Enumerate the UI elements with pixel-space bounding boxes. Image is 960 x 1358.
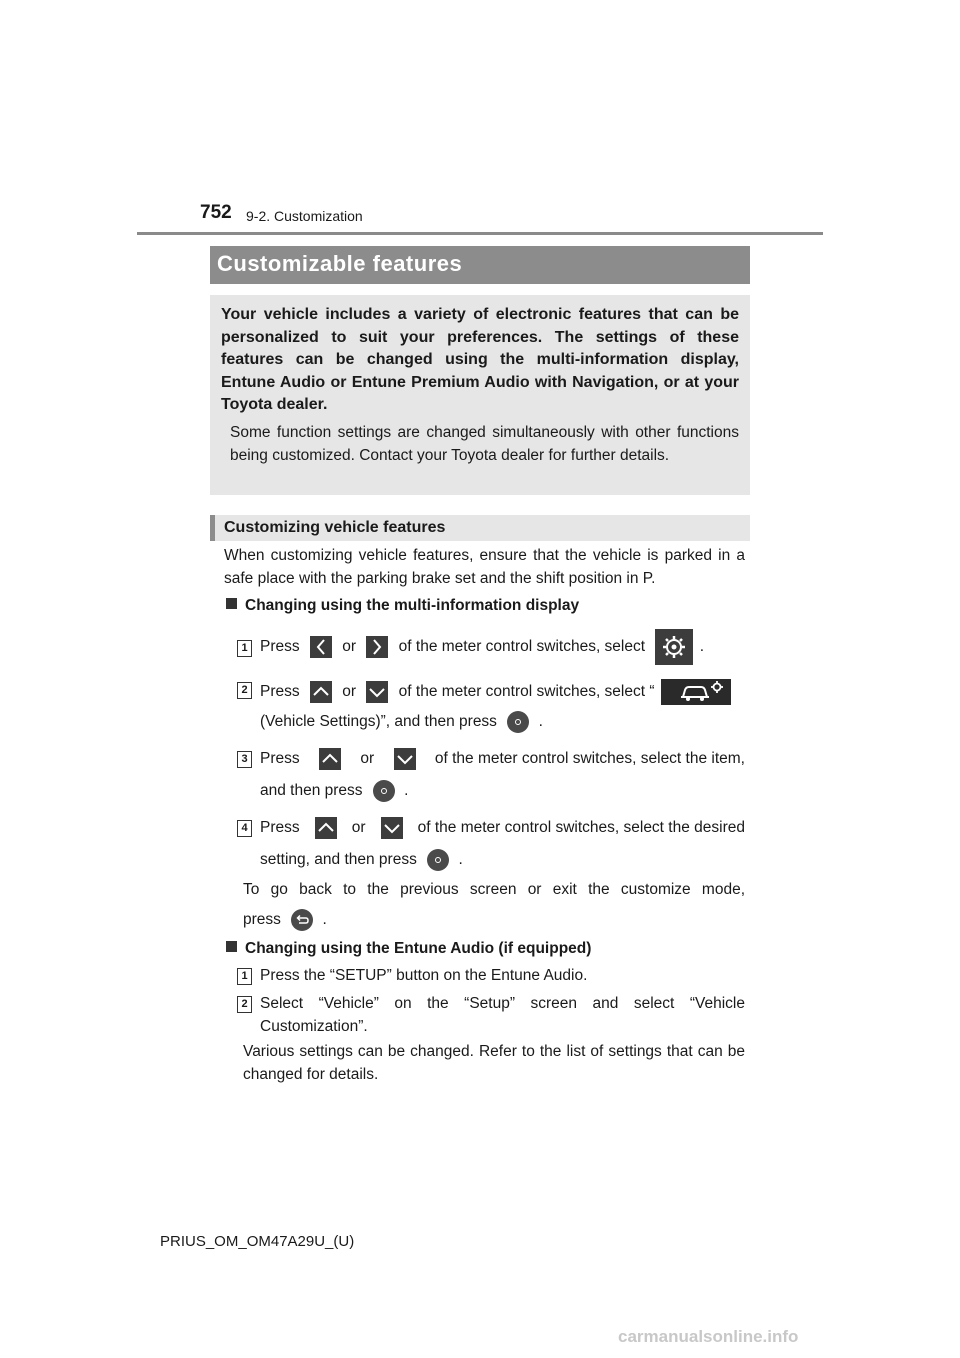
intro-text: Your vehicle includes a variety of electronic features that can be personalized to suit your preferences. The settings of these features can be changed using the multi-information display, Entune Audio or Entune Premium Audio with Navigation, or at your Toyota dealer.	[221, 306, 739, 413]
audio-step-1: Press the “SETUP” button on the Entune Audio.	[260, 967, 588, 984]
step-text: of the meter control switches, select the desired	[417, 819, 745, 836]
bullet-square-icon	[226, 941, 237, 952]
step-text: press	[243, 911, 281, 929]
step-text: or	[342, 683, 357, 701]
step-text: of the meter control switches, select	[398, 638, 646, 655]
gear-icon	[655, 629, 693, 665]
step-text: setting, and then press	[260, 851, 417, 869]
safety-paragraph: When customizing vehicle features, ensure that the vehicle is parked in a safe place with the parking brake set and the shift position in P.	[224, 547, 745, 587]
step-text: Press	[260, 819, 300, 836]
step-text: of the meter control switches, select “	[398, 683, 655, 701]
enter-button-icon	[373, 780, 395, 802]
subheading: Customizing vehicle features	[224, 519, 446, 536]
intro-box	[210, 295, 750, 495]
step-text: .	[322, 911, 327, 929]
back-note: To go back to the previous screen or exit the customize mode,	[243, 881, 745, 898]
chevron-left-icon	[310, 636, 332, 658]
bullet-square-icon	[226, 598, 237, 609]
chevron-up-icon	[319, 748, 341, 770]
page-title: Customizable features	[217, 251, 463, 276]
step-text: or	[342, 638, 357, 655]
chevron-down-icon	[381, 817, 403, 839]
watermark: carmanualsonline.info	[618, 1327, 799, 1346]
step-number: 4	[237, 820, 252, 837]
step-text: or	[351, 819, 366, 836]
section-heading-audio-text: Changing using the Entune Audio (if equipped)	[245, 940, 592, 957]
car-settings-icon	[661, 679, 731, 705]
step-text: and then press	[260, 782, 363, 800]
step-text: .	[458, 851, 463, 869]
step-text: (Vehicle Settings)”, and then press	[260, 713, 497, 731]
step-number: 2	[237, 996, 252, 1013]
chevron-down-icon	[366, 681, 388, 703]
step-text: Press	[260, 638, 300, 655]
audio-step-2: Select “Vehicle” on the “Setup” screen and select “Vehicle Customization”.	[260, 995, 745, 1035]
step-text: of the meter control switches, select the item,	[434, 750, 745, 767]
step-3-line-2	[260, 780, 408, 802]
chevron-up-icon	[315, 817, 337, 839]
page-number: 752	[200, 202, 232, 223]
step-text: .	[699, 638, 704, 655]
step-text: .	[404, 782, 409, 800]
enter-button-icon	[427, 849, 449, 871]
step-2-line-2	[260, 711, 543, 733]
chevron-down-icon	[394, 748, 416, 770]
step-2	[260, 679, 731, 705]
enter-button-icon	[507, 711, 529, 733]
chevron-up-icon	[310, 681, 332, 703]
section-heading-mid-text: Changing using the multi-information display	[245, 597, 580, 614]
section-heading-mid	[226, 597, 579, 615]
step-3	[260, 748, 745, 770]
section-reference: 9-2. Customization	[246, 208, 363, 224]
step-4-line-2	[260, 849, 463, 871]
section-heading-audio	[226, 940, 591, 958]
header-rule	[137, 232, 823, 235]
document-code: PRIUS_OM_OM47A29U_(U)	[160, 1233, 355, 1250]
title-bar	[210, 246, 750, 284]
step-text: or	[360, 750, 375, 767]
chevron-right-icon	[366, 636, 388, 658]
step-text: .	[538, 713, 543, 731]
step-number: 1	[237, 968, 252, 985]
step-number: 1	[237, 640, 252, 657]
back-icon	[291, 909, 313, 931]
step-number: 3	[237, 751, 252, 768]
step-4	[260, 817, 745, 839]
back-note-line-2	[243, 909, 327, 931]
audio-note: Various settings can be changed. Refer to the list of settings that can be changed for details.	[243, 1043, 745, 1083]
step-text: Press	[260, 750, 300, 767]
step-1	[260, 628, 704, 666]
step-text: Press	[260, 683, 300, 701]
intro-note: Some function settings are changed simultaneously with other functions being customized. Contact your Toyota dealer for further details.	[230, 424, 739, 464]
step-number: 2	[237, 682, 252, 699]
subheading-bar	[210, 515, 750, 541]
